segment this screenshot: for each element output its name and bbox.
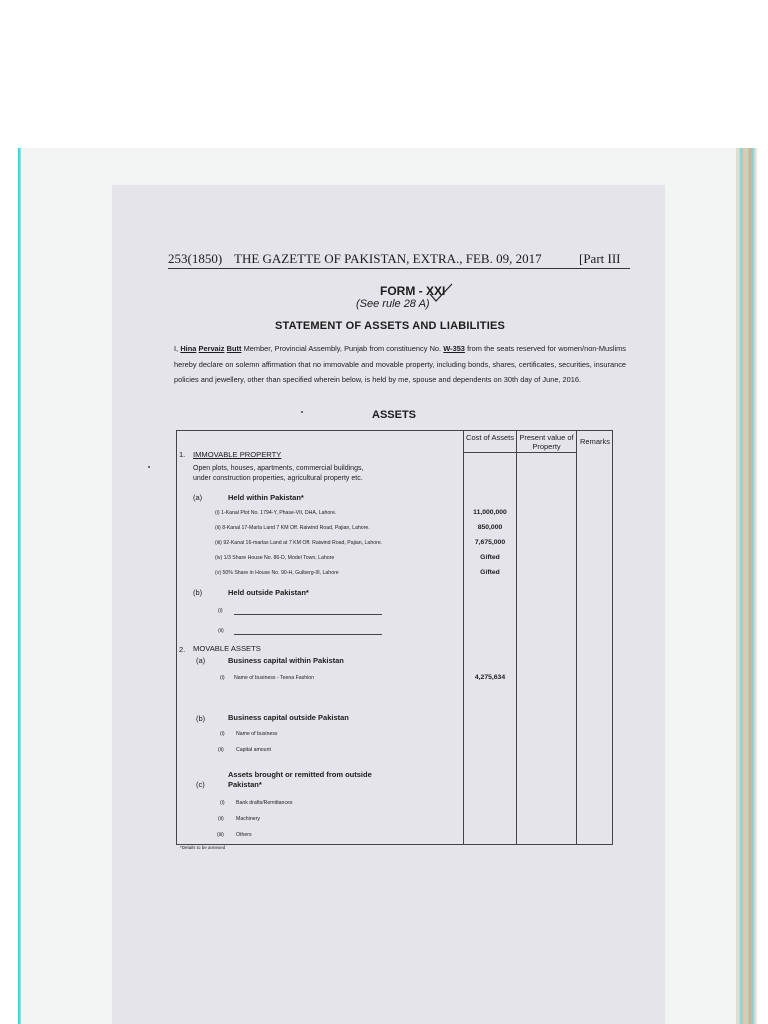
form-title: FORM - XXI xyxy=(380,284,446,298)
declarant-last-name: Butt xyxy=(226,344,242,353)
header-rule xyxy=(168,268,630,269)
property-item: (ii) 8-Kanal 17-Marla Land 7 KM Off. Raiwind Road, Pajian, Lahore. xyxy=(215,525,370,531)
table-column-divider xyxy=(576,430,577,845)
item-number: (ii) xyxy=(218,747,224,753)
subsection-title: Held outside Pakistan* xyxy=(228,588,309,597)
item-label: Bank drafts/Remittances xyxy=(236,800,293,806)
table-header-rule xyxy=(463,452,576,453)
item-number: (ii) xyxy=(218,816,224,822)
section-description: under construction properties, agricultural property etc. xyxy=(193,475,363,482)
section-title-immovable: IMMOVABLE PROPERTY xyxy=(193,450,282,459)
assets-heading: ASSETS xyxy=(372,409,417,421)
business-name: Name of business - Teena Fashion xyxy=(234,675,315,681)
gazette-part: [Part III xyxy=(579,251,621,266)
item-number: (i) xyxy=(220,675,225,681)
item-number: (iii) xyxy=(217,832,224,838)
blank-item-number: (ii) xyxy=(218,628,224,634)
property-item: (iii) 92-Kanal 16-marlas Land at 7 KM Off. Raiwind Road, Pajian, Lahore. xyxy=(215,540,383,546)
header-remarks: Remarks xyxy=(579,437,610,446)
declarant-first-name: Hina xyxy=(180,344,197,353)
statement-title: STATEMENT OF ASSETS AND LIABILITIES xyxy=(275,320,506,332)
form-rule: (See rule 28 A) xyxy=(356,298,430,310)
item-number: (i) xyxy=(220,800,225,806)
property-value: 850,000 xyxy=(477,524,503,531)
section-number: 2. xyxy=(179,645,186,654)
subsection-label: (b) xyxy=(196,714,206,723)
subsection-label: (b) xyxy=(193,588,203,597)
property-value: Gifted xyxy=(480,569,500,576)
declarant-middle-name: Pervaiz xyxy=(198,344,225,353)
scan-speck xyxy=(301,411,303,413)
gazette-number: 253(1850) xyxy=(168,251,223,266)
property-value: 11,000,000 xyxy=(473,509,507,516)
subsection-label: (a) xyxy=(196,656,206,665)
property-value: Gifted xyxy=(480,554,500,561)
blank-line xyxy=(234,634,382,635)
blank-item-number: (i) xyxy=(218,608,223,614)
table-column-divider xyxy=(463,430,464,845)
gazette-title: THE GAZETTE OF PAKISTAN, EXTRA., FEB. 09, 2017 xyxy=(234,251,542,266)
subsection-title: Assets brought or remitted from outside xyxy=(228,770,372,779)
scan-edge-left xyxy=(18,148,21,1024)
table-column-divider xyxy=(516,430,517,845)
subsection-title: Pakistan* xyxy=(228,780,262,789)
header-present-value: Present value of Property xyxy=(519,433,574,451)
header-cost: Cost of Assets xyxy=(466,433,514,442)
checkmark-icon xyxy=(428,282,454,304)
subsection-label: (c) xyxy=(196,780,205,789)
item-label: Capital amount xyxy=(236,747,271,753)
blank-line xyxy=(234,614,382,615)
scan-speck xyxy=(148,466,150,468)
item-label: Machinery xyxy=(236,816,260,822)
declaration-paragraph: I, Hina Pervaiz Butt Member, Provincial Assembly, Punjab from constituency No. W-353 from the seats reserved for women/non-Muslims hereby declare on solemn affirmation that no immovable and movable property, including bonds, shares, certificates, securities, insurance policies and jewellery, other than specified wherein below, is held by me, spouse and dependents on 30th day of June, 2016. xyxy=(174,344,626,384)
constituency-number: W-353 xyxy=(443,344,465,353)
subsection-label: (a) xyxy=(193,493,203,502)
business-value: 4,275,634 xyxy=(474,674,506,681)
item-label: Name of business xyxy=(236,731,278,737)
subsection-title: Business capital outside Pakistan xyxy=(228,713,349,722)
property-item: (i) 1-Kanal Plot No. 1794-Y, Phase-VII, DHA, Lahore. xyxy=(215,510,337,516)
property-item: (v) 50% Share in House No. 90-H, Gulberg-III, Lahore xyxy=(215,570,339,576)
item-label: Others xyxy=(236,832,252,838)
section-description: Open plots, houses, apartments, commercial buildings, xyxy=(193,465,364,472)
property-value: 7,675,000 xyxy=(474,539,506,546)
item-number: (i) xyxy=(220,731,225,737)
subsection-title: Held within Pakistan* xyxy=(228,493,304,502)
section-number: 1. xyxy=(179,450,186,459)
property-item: (iv) 1/3 Share House No. 86-D, Model Town, Lahore xyxy=(215,555,335,561)
scan-edge-right xyxy=(736,148,758,1024)
footnote: *Details to be annexed xyxy=(180,845,226,850)
subsection-title: Business capital within Pakistan xyxy=(228,656,344,665)
section-title-movable: MOVABLE ASSETS xyxy=(193,644,261,653)
